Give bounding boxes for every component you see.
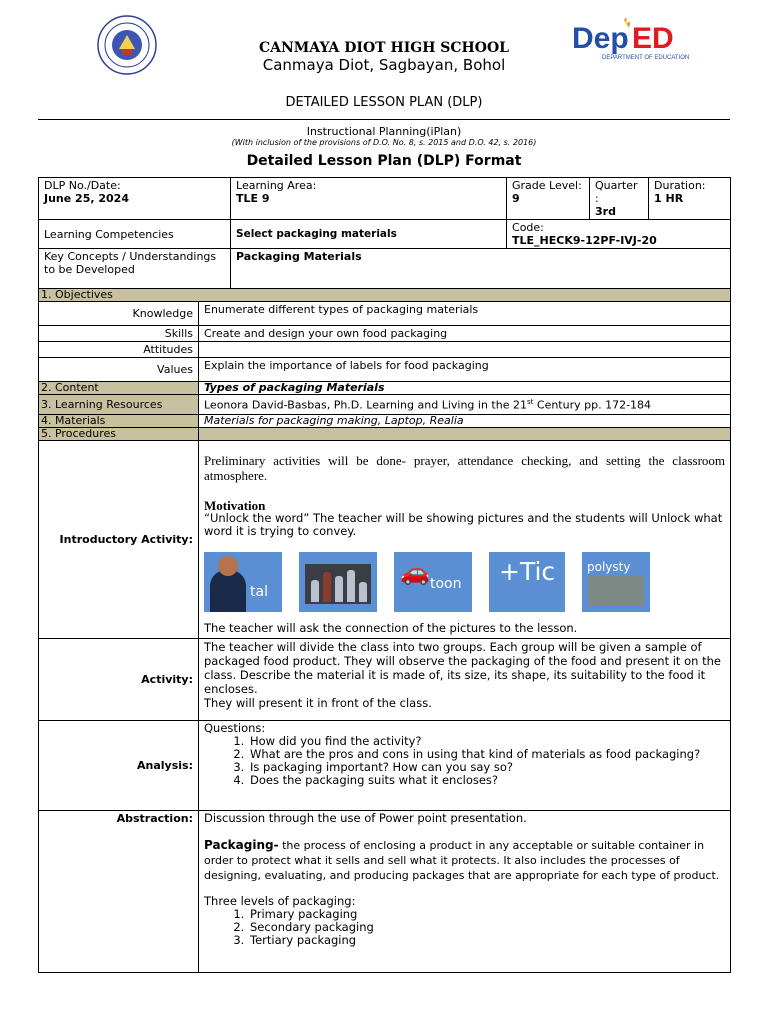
list-item: 1. Primary packaging [248,908,725,921]
skills-label: Skills [39,326,199,342]
activity-value: The teacher will divide the class into two groups. Each group will be given a sample of packaged food product. They will observe the packaging of the food and present it on the class. Describe the material it is made of, its size, its shape, its suitability to the food it encloses. They will present it in front of the class. [199,639,731,721]
picture-bottles-icon [299,552,377,612]
knowledge-label: Knowledge [39,302,199,326]
picture-row [204,552,725,612]
attitudes-row [39,342,731,358]
prelim-text: Preliminary activities will be done- prayer, attendance checking, and setting the classroom atmosphere. [204,453,726,483]
objectives-title: 1. Objectives [39,289,731,302]
skills-value: Create and design your own food packaging [199,326,731,342]
levels-list [204,908,725,947]
school-name: CANMAYA DIOT HIGH SCHOOL [258,40,510,56]
concepts-value: Packaging Materials [231,249,731,289]
knowledge-value: Enumerate different types of packaging materials [199,302,731,326]
dlp-cell: DLP No./Date: June 25, 2024 [39,178,231,220]
resources-label: 3. Learning Resources [39,395,199,415]
abstraction-value: Discussion through the use of Power point presentation. Packaging- the process of enclosing a product in any acceptable or suitable container in order to protect what it sells and sell what it protects. It also includes the processes of designing, evaluating, and producing packages that are appropriate for each type of product. Three levels of packaging: 1. Primary packaging 2. Secondary packaging 3. Tertiary packaging [199,811,731,973]
list-item: 3. Tertiary packaging [248,934,725,947]
attitudes-value [199,342,731,358]
content-row [39,382,731,395]
analysis-label: Analysis: [39,721,199,811]
materials-label: 4. Materials [39,415,199,428]
list-item: 2. What are the pros and cons in using that kind of materials as food packaging? [248,748,725,761]
provisions-note: (With inclusion of the provisions of D.O. No. 8, s. 2015 and D.O. 42, s. 2016) [231,138,537,147]
code-cell: Code: TLE_HECK9-12PF-IVJ-20 [507,220,731,249]
knowledge-row [39,302,731,326]
area-cell: Learning Area: TLE 9 [231,178,507,220]
svg-text:ED: ED [632,22,674,55]
picture-person-icon: tal [204,552,282,612]
content-value: Types of packaging Materials [199,382,731,395]
format-title: Detailed Lesson Plan (DLP) Format [246,153,522,169]
grade-cell: Grade Level: 9 [507,178,590,220]
competency-label: Learning Competencies [39,220,231,249]
picture-polystyrene-icon: polysty [582,552,650,612]
resources-value: Leonora David-Basbas, Ph.D. Learning and Living in the 21st Century pp. 172-184 [199,395,731,415]
objectives-header [39,289,731,302]
motivation-text: “Unlock the word” The teacher will be showing pictures and the students will Unlock what word it is trying to convey. [204,511,723,538]
attitudes-label: Attitudes [39,342,199,358]
list-item: 2. Secondary packaging [248,921,725,934]
picture-tic-icon: +Tic [489,552,565,612]
procedures-header [39,428,731,441]
picture-car-icon: 🚗 toon [394,552,472,612]
analysis-row [39,721,731,811]
list-item: 1. How did you find the activity? [248,735,725,748]
content-label: 2. Content [39,382,199,395]
svg-text:DEPARTMENT OF EDUCATION: DEPARTMENT OF EDUCATION [602,55,690,61]
resources-row [39,395,731,415]
quarter-cell: Quarter : 3rd [590,178,649,220]
materials-value: Materials for packaging making, Laptop, Realia [199,415,731,428]
skills-row [39,326,731,342]
header-divider [38,119,730,120]
introductory-row [39,441,731,639]
concepts-row [39,249,731,289]
abstraction-row [39,811,731,973]
activity-label: Activity: [39,639,199,721]
list-item: 3. Is packaging important? How can you say so? [248,761,725,774]
closing-text: The teacher will ask the connection of the pictures to the lesson. [204,621,578,635]
introductory-label: Introductory Activity: [39,441,199,639]
abstraction-label: Abstraction: [39,811,199,973]
info-row [39,178,731,220]
values-label: Values [39,358,199,382]
school-address: Canmaya Diot, Sagbayan, Bohol [262,56,506,74]
activity-row [39,639,731,721]
values-value: Explain the importance of labels for food packaging [199,358,731,382]
analysis-value: Questions: 1. How did you find the activity? 2. What are the pros and cons in using that kind of materials as food packaging? 3. Is packaging important? How can you say so? 4. Does the packaging suits what it encloses? [199,721,731,811]
values-row [39,358,731,382]
list-item: 4. Does the packaging suits what it encloses? [248,774,725,787]
concepts-label: Key Concepts / Understandings to be Developed [39,249,231,289]
lesson-plan-table [38,177,731,973]
document-title: DETAILED LESSON PLAN (DLP) [285,95,483,110]
question-list [204,735,725,787]
materials-row [39,415,731,428]
competency-row [39,220,731,249]
duration-cell: Duration: 1 HR [649,178,731,220]
introductory-value [199,441,731,639]
procedures-title: 5. Procedures [39,428,199,441]
competency-value: Select packaging materials [231,220,507,249]
motivation-title: Motivation [204,498,266,513]
iplan-title: Instructional Planning(iPlan) [306,125,462,138]
svg-text:Dep: Dep [572,22,629,55]
